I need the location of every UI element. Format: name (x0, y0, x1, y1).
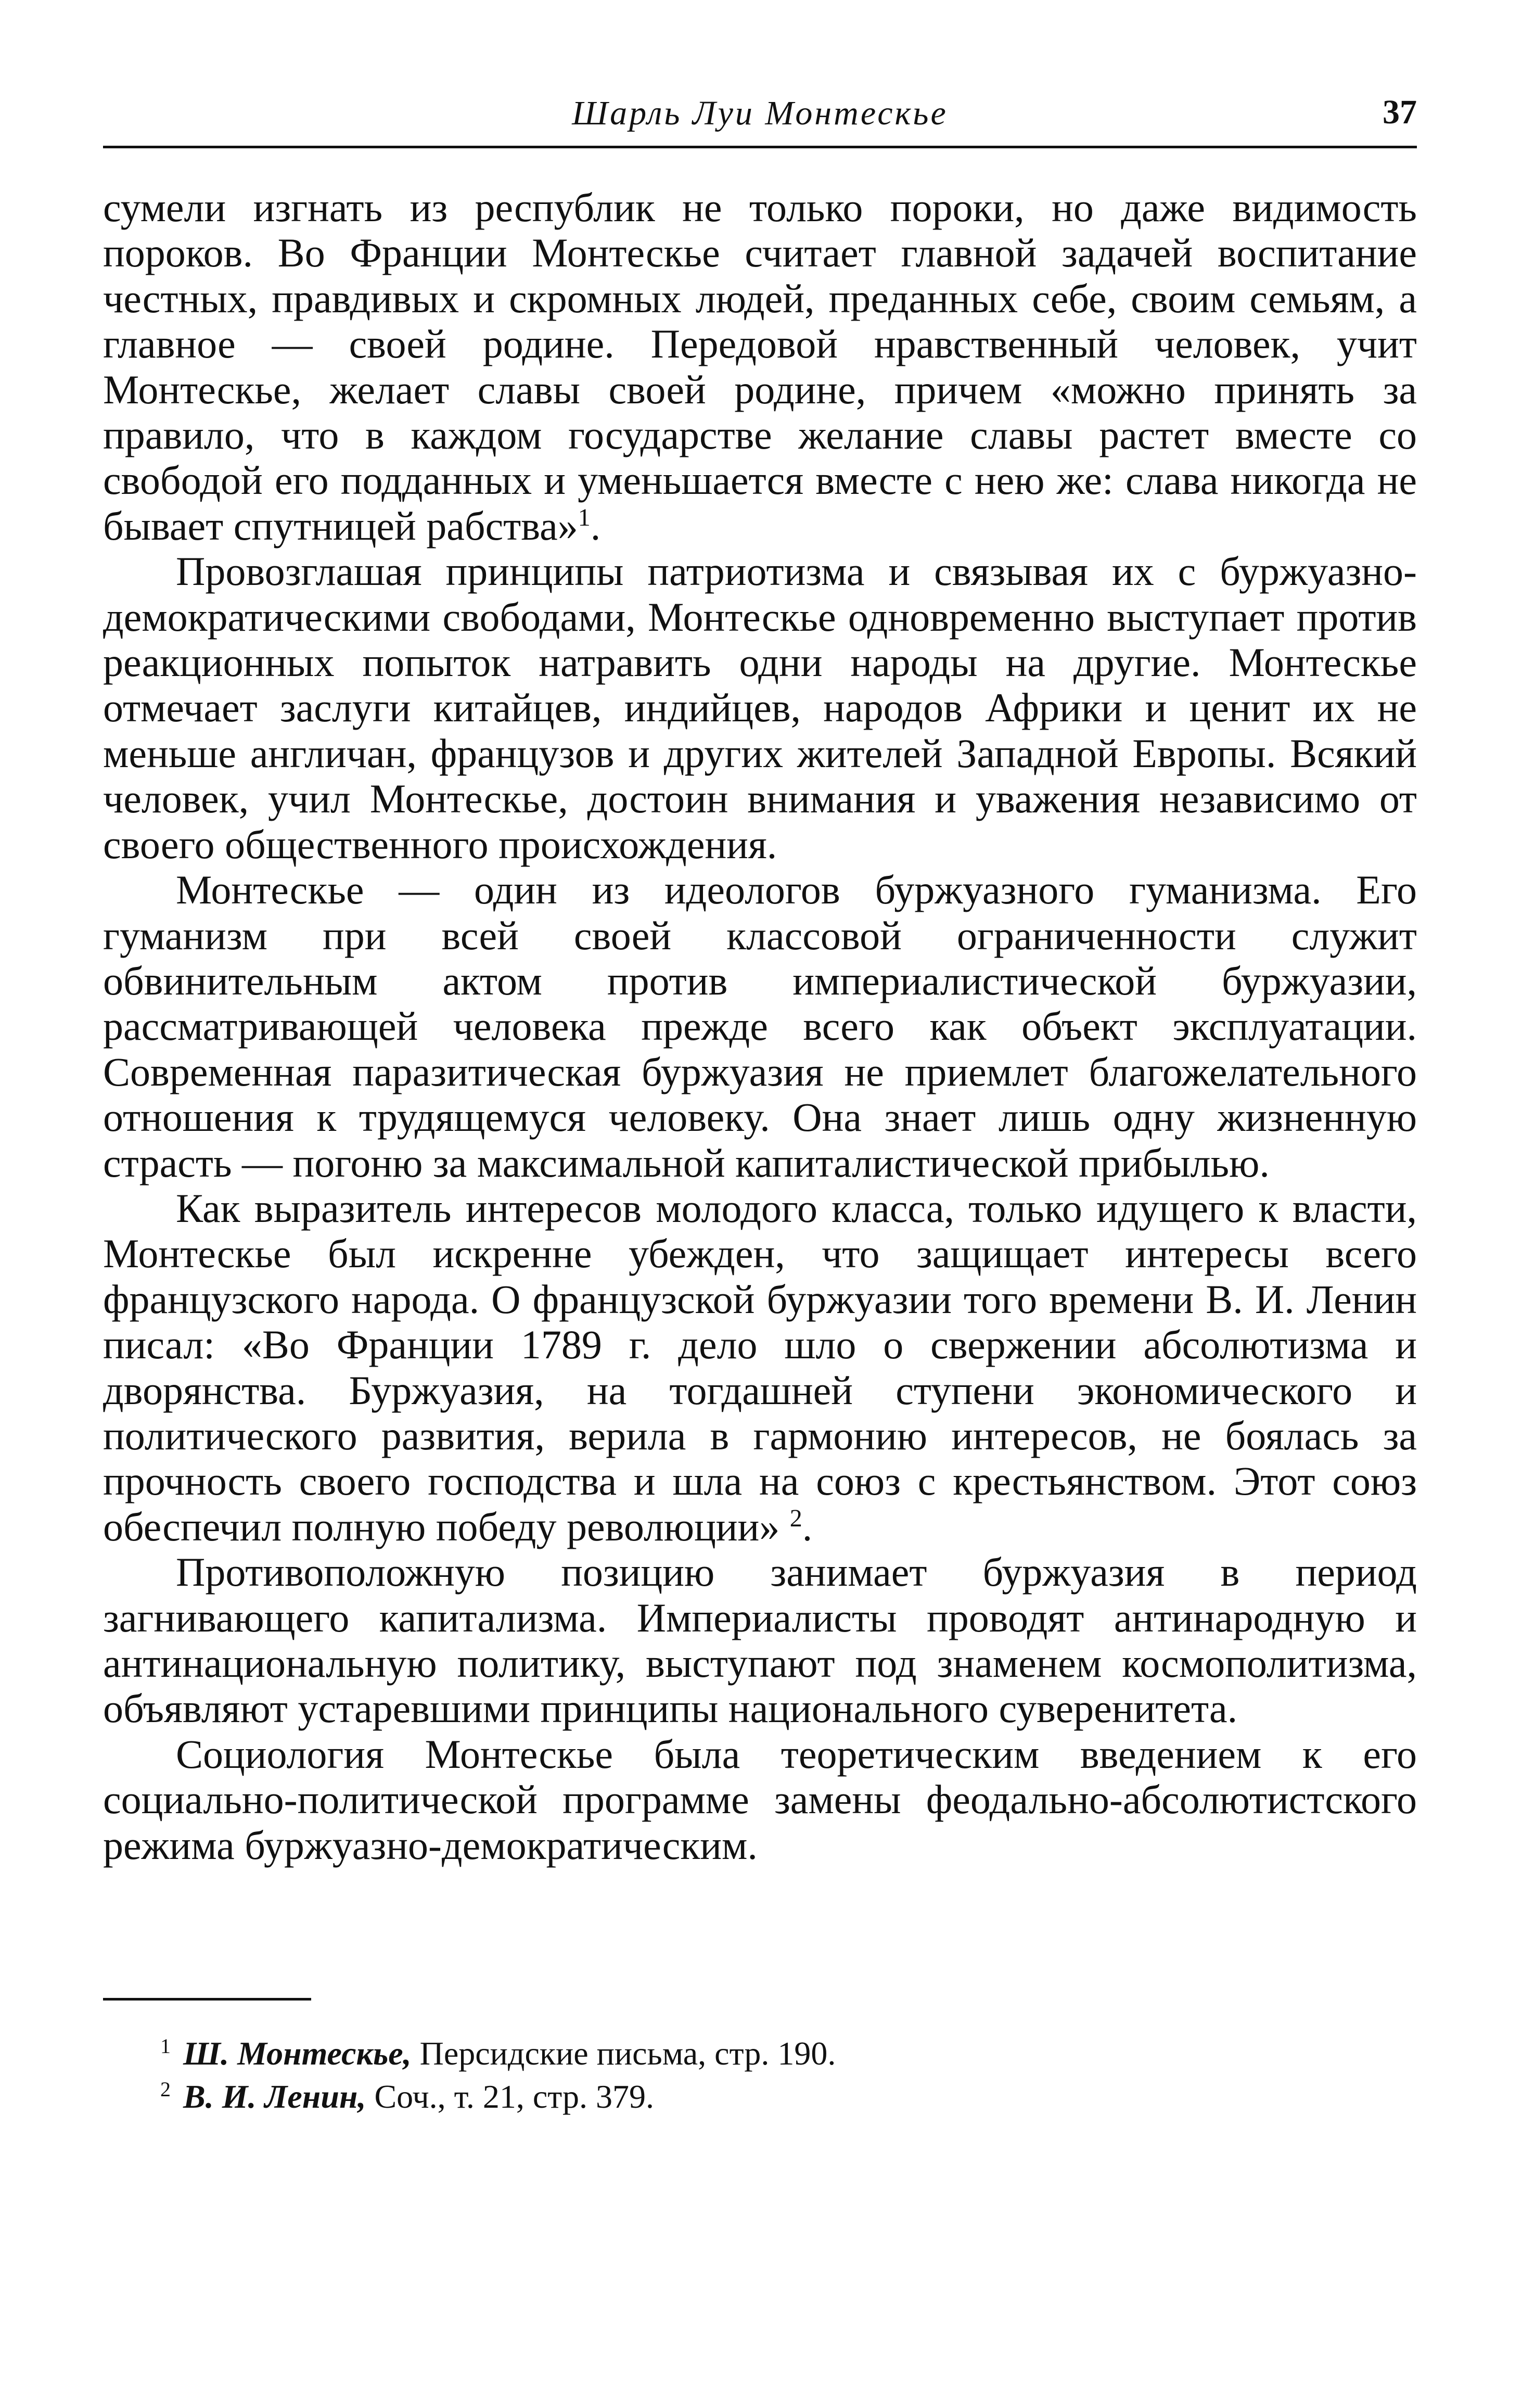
paragraph-4-text: Как выразитель интересов молодого класса, только идущего к власти, Монтескье был искренне убежден, что защищает интересы всего французского народа. О французской буржуазии того времени В. И. Ленин писал: «Во Франции 1789 г. дело шло о свержении абсолютизма и дворянства. Буржуазия, на тогдашней ступени экономического и политического развития, верила в гармонию интересов, не боялась за прочность своего господства и шла на союз с крестьянством. Этот союз обеспечил полную победу революции» (103, 1185, 1417, 1549)
footnotes (103, 2032, 1417, 2118)
paragraph-1 (103, 185, 1417, 549)
paragraph-4 (103, 1186, 1417, 1549)
page-number: 37 (1383, 93, 1417, 131)
body-text (103, 185, 1417, 1868)
paragraph-6 (103, 1731, 1417, 1868)
footnote-ref-1: 1 (578, 503, 591, 531)
paragraph-6-text: Социология Монтескье была теоретическим введением к его социально-политической программе замены феодально-абсолютистского режима буржуазно-демократическим. (103, 1731, 1417, 1868)
paragraph-2 (103, 549, 1417, 867)
paragraph-5-text: Противоположную позицию занимает буржуазия в период загнивающего капитализма. Империалисты проводят антинародную и антинациональную политику, выступают под знаменем космополитизма, объявляют устаревшими принципы национального суверенитета. (103, 1549, 1417, 1731)
book-page (103, 88, 1417, 2118)
paragraph-3-text: Монтескье — один из идеологов буржуазного гуманизма. Его гуманизм при всей своей классовой ограниченности служит обвинительным актом против империалистической буржуазии, рассматривающей человека прежде всего как объект эксплуатации. Современная паразитическая буржуазия не приемлет благожелательного отношения к трудящемуся человеку. Она знает лишь одну жизненную страсть — погоню за максимальной капиталистической прибылью. (103, 867, 1417, 1186)
paragraph-2-text: Провозглашая принципы патриотизма и связывая их с буржуазно-демократическими свободами, Монтескье одновременно выступает против реакционных попыток натравить одни народы на другие. Монтескье отмечает заслуги китайцев, индийцев, народов Африки и ценит их не меньше англичан, французов и других жителей Западной Европы. Всякий человек, учил Монтескье, достоин внимания и уважения независимо от своего общественного происхождения. (103, 549, 1417, 867)
footnote-2-source: Соч., т. 21, стр. 379. (366, 2078, 654, 2116)
paragraph-5 (103, 1549, 1417, 1731)
paragraph-3 (103, 867, 1417, 1186)
paragraph-1-end: . (590, 503, 601, 549)
footnote-divider (103, 1998, 311, 2001)
footnote-1-marker: 1 (160, 2034, 171, 2058)
paragraph-1-text: сумели изгнать из республик не только пороки, но даже видимость пороков. Во Франции Монтескье считает главной задачей воспитание честных, правдивых и скромных людей, преданных себе, своим семьям, а главное — своей родине. Передовой нравственный человек, учит Монтескье, желает славы своей родине, причем «можно принять за правило, что в каждом государстве желание славы растет вместе со свободой его подданных и уменьшается вместе с нею же: слава никогда не бывает спутницей рабства» (103, 185, 1417, 549)
footnote-1 (160, 2032, 1417, 2075)
running-title: Шарль Луи Монтескье (572, 94, 948, 132)
footnote-2-marker: 2 (160, 2077, 171, 2101)
running-header (103, 88, 1417, 148)
footnote-1-source: Персидские письма, стр. 190. (411, 2035, 836, 2072)
footnote-1-author: Ш. Монтескье, (183, 2035, 412, 2072)
footnote-2-author: В. И. Ленин, (183, 2078, 366, 2116)
paragraph-4-end: . (802, 1504, 813, 1549)
footnote-ref-2: 2 (789, 1504, 802, 1532)
footnote-2 (160, 2075, 1417, 2118)
